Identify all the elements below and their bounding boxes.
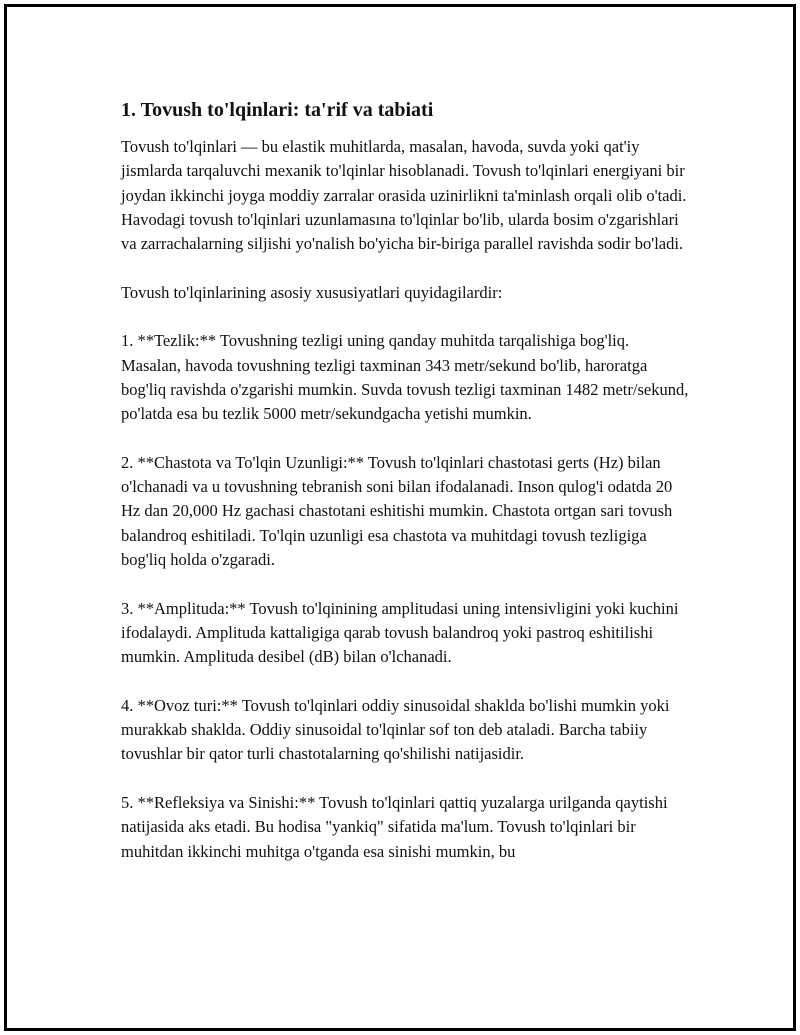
paragraph-reflection-refraction: 5. **Refleksiya va Sinishi:** Tovush to'lqinlari qattiq yuzalarga urilganda qaytishi natijasida aks etadi. Bu hodisa "yankiq" sifatida ma'lum. Tovush to'lqinlari bir muhitdan ikkinchi muhitga o'tganda esa sinishi mumkin, bu: [121, 793, 668, 861]
section-title: 1. Tovush to'lqinlari: ta'rif va tabiati: [121, 99, 434, 121]
paragraph-speed: 1. **Tezlik:** Tovushning tezligi uning qanday muhitda tarqalishiga bog'liq. Masalan, havoda tovushning tezligi taxminan 343 metr/sekund bo'lib, haroratga bog'liq ravishda o'zgarishi mumkin. Suvda tovush tezligi taxminan 1482 metr/sekund, po'latda esa bu tezlik 5000 metr/sekundgacha yetishi mumkin.: [121, 331, 689, 424]
paragraph-intro: Tovush to'lqinlari — bu elastik muhitlarda, masalan, havoda, suvda yoki qat'iy jismlarda tarqaluvchi mexanik to'lqinlar hisoblanadi. Tovush to'lqinlari energiyani bir joydan ikkinchi joyga moddiy zarralar orasida uzinirlikni ta'minlash orqali olib o'tadi. Havodagi tovush to'lqinlari uzunlamasına to'lqinlar bo'lib, ularda bosim o'zgarishlari va zarrachalarning siljishi yo'nalish bo'yicha bir-biriga parallel ravishda sodir bo'ladi.: [121, 137, 687, 254]
page-frame: [4, 4, 796, 1031]
document-body: [121, 97, 693, 888]
paragraph-properties-lead: Tovush to'lqinlarining asosiy xususiyatlari quyidagilardir:: [121, 282, 503, 302]
paragraph-amplitude: 3. **Amplituda:** Tovush to'lqinining amplitudasi uning intensivligini yoki kuchini ifodalaydi. Amplituda kattaligiga qarab tovush balandroq yoki pastroq eshitilishi mumkin. Amplituda desibel (dB) bilan o'lchanadi.: [121, 598, 679, 667]
paragraph-sound-type: 4. **Ovoz turi:** Tovush to'lqinlari oddiy sinusoidal shaklda bo'lishi mumkin yoki murakkab shaklda. Oddiy sinusoidal to'lqinlar sof ton deb ataladi. Barcha tabiiy tovushlar bir qator turli chastotalarning qo'shilishi natijasidir.: [121, 695, 670, 764]
paragraph-frequency-wavelength: 2. **Chastota va To'lqin Uzunligi:** Tovush to'lqinlari chastotasi gerts (Hz) bilan o'lchanadi va u tovushning tebranish soni bilan ifodalanadi. Inson qulog'i odatda 20 Hz dan 20,000 Hz gachasi chastotani eshitishi mumkin. Chastota ortgan sari tovush balandroq eshitiladi. To'lqin uzunligi esa chastota va muhitdagi tovush tezligiga bog'liq holda o'zgaradi.: [121, 452, 673, 570]
